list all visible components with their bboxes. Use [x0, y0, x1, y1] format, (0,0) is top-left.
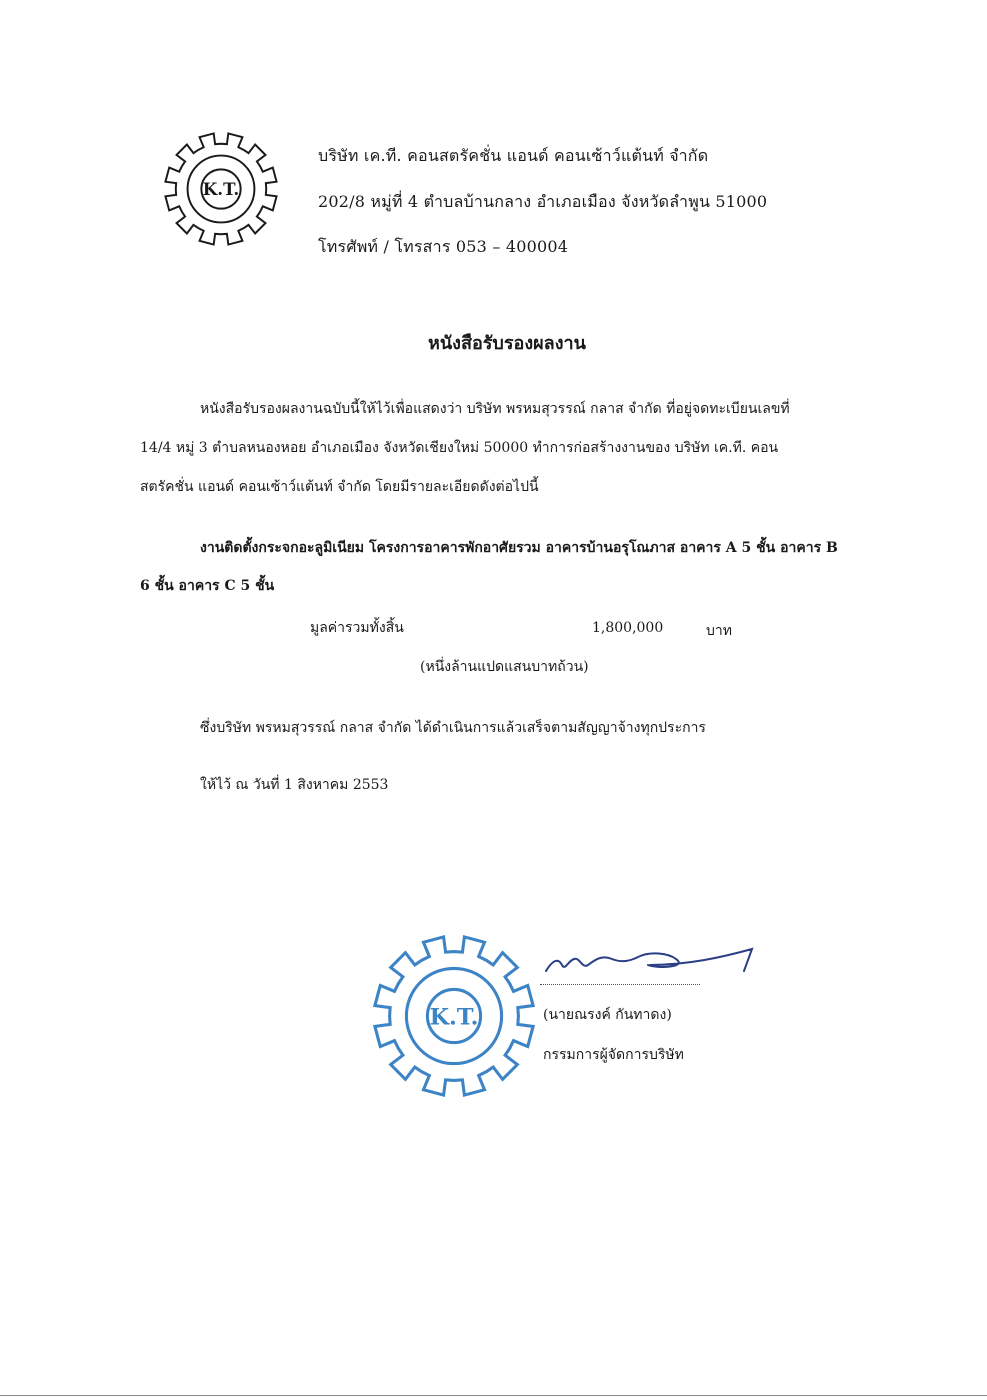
work-description-line-2: 6 ชั้น อาคาร C 5 ชั้น [140, 578, 275, 594]
company-address: 202/8 หมู่ที่ 4 ตำบลบ้านกลาง อำเภอเมือง จังหวัดลำพูน 51000 [318, 192, 768, 211]
paragraph-1-line-2: 14/4 หมู่ 3 ตำบลหนองหอย อำเภอเมือง จังหวัดเชียงใหม่ 50000 ทำการก่อสร้างงานของ บริษัท เค.ที. คอน [140, 440, 779, 456]
paragraph-2: ซึ่งบริษัท พรหมสุวรรณ์ กลาส จำกัด ได้ดำเนินการแล้วเสร็จตามสัญญาจ้างทุกประการ [200, 720, 706, 736]
letter-title: หนังสือรับรองผลงาน [428, 333, 586, 354]
signature-line [540, 984, 700, 985]
handwritten-signature [538, 935, 758, 985]
value-amount: 1,800,000 [592, 620, 664, 636]
signatory-name: (นายณรงค์ กันทาดง) [543, 1007, 672, 1023]
value-unit: บาท [706, 623, 732, 639]
logo-text: K.T. [202, 178, 240, 199]
stamp-text: K.T. [429, 1004, 479, 1031]
work-description-line-1: งานติดตั้งกระจกอะลูมิเนียม โครงการอาคารพักอาศัยรวม อาคารบ้านอรุโณภาส อาคาร A 5 ชั้น อาคาร B [200, 540, 838, 556]
company-gear-logo [162, 130, 280, 248]
value-in-words: (หนึ่งล้านแปดแสนบาทถ้วน) [420, 659, 589, 675]
company-phone: โทรศัพท์ / โทรสาร 053 – 400004 [318, 237, 569, 256]
paragraph-1-line-1: หนังสือรับรองผลงานฉบับนี้ให้ไว้เพื่อแสดงว่า บริษัท พรหมสุวรรณ์ กลาส จำกัด ที่อยู่จดทะเบียนเลขที่ [200, 401, 790, 417]
signatory-position: กรรมการผู้จัดการบริษัท [543, 1047, 684, 1063]
paragraph-1-line-3: สตรัคชั่น แอนด์ คอนเซ้าว์แต้นท์ จำกัด โดยมีรายละเอียดดังต่อไปนี้ [140, 479, 539, 495]
issue-date: ให้ไว้ ณ วันที่ 1 สิงหาคม 2553 [200, 777, 389, 793]
page-bottom-edge [0, 1395, 987, 1396]
company-stamp [370, 932, 538, 1100]
company-name: บริษัท เค.ที. คอนสตรัคชั่น แอนด์ คอนเซ้าว์แต้นท์ จำกัด [318, 146, 709, 165]
value-label: มูลค่ารวมทั้งสิ้น [310, 620, 404, 636]
